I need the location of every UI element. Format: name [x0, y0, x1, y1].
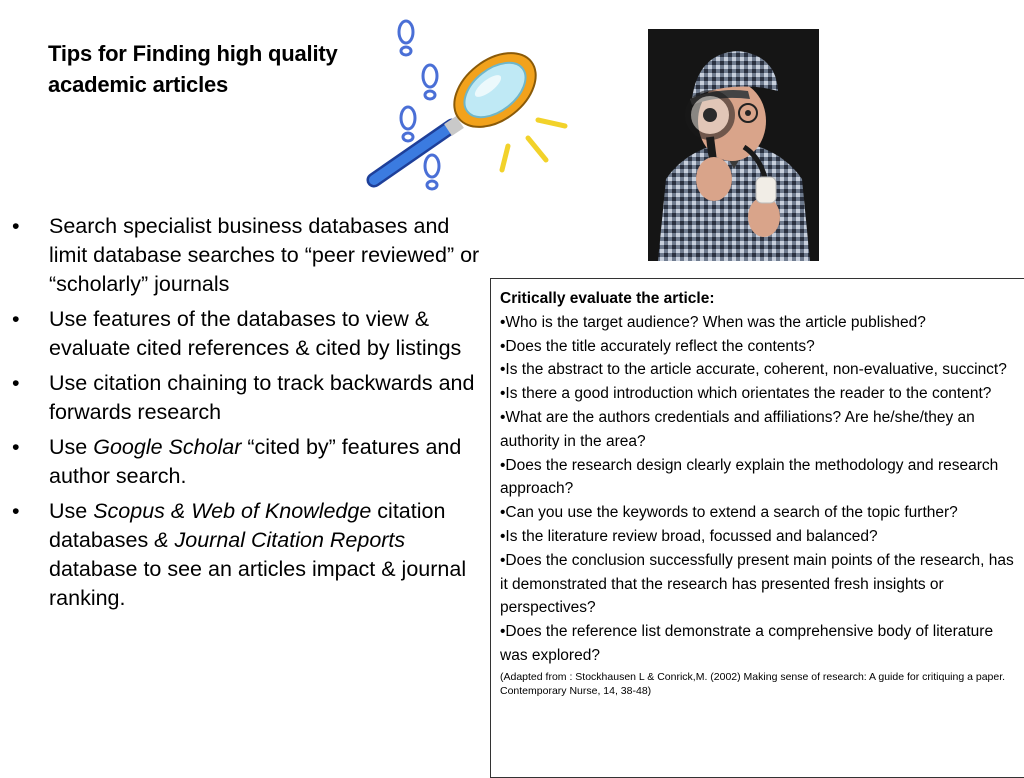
evaluate-question: •Does the conclusion successfully present main points of the research, has it demonstrated that the research has presented fresh insights or perspectives?: [500, 551, 1014, 617]
tip-text: Use: [49, 499, 94, 523]
tip-item: [10, 497, 490, 613]
tip-text: & Journal Citation Reports: [154, 528, 406, 552]
bullet-icon: •: [12, 307, 20, 331]
tip-text: Search specialist business databases and limit database searches to “peer reviewed” or “scholarly” journals: [49, 214, 480, 296]
bullet-icon: •: [12, 499, 20, 523]
tip-text: Scopus & Web of Knowledge: [93, 499, 372, 523]
evaluate-question: •Does the reference list demonstrate a comprehensive body of literature was explored?: [500, 623, 994, 664]
bullet-icon: •: [12, 435, 20, 459]
evaluate-question: •What are the authors credentials and affiliations? Are he/she/they an authority in the area?: [500, 408, 975, 450]
tip-text: Use features of the databases to view & evaluate cited references & cited by listings: [49, 307, 462, 360]
evaluate-question: •Who is the target audience? When was the article published?: [500, 313, 926, 331]
evaluate-question: •Is the abstract to the article accurate, coherent, non-evaluative, succinct?: [500, 361, 1007, 379]
tip-text: Use citation chaining to track backwards and forwards research: [49, 371, 475, 424]
bullet-icon: •: [12, 214, 20, 238]
evaluate-question: •Is there a good introduction which orientates the reader to the content?: [500, 385, 992, 403]
detective-photo: [648, 29, 819, 261]
evaluate-question: •Does the title accurately reflect the contents?: [500, 337, 815, 355]
tip-text: Use: [49, 435, 94, 459]
evaluate-question: •Is the literature review broad, focussed and balanced?: [500, 527, 878, 545]
tip-item: [10, 433, 490, 491]
evaluate-box: [490, 278, 1024, 778]
evaluate-items: [500, 311, 1020, 668]
magnifying-glass-clipart: [360, 8, 580, 198]
tip-item: [10, 305, 490, 363]
tip-item: [10, 369, 490, 427]
tips-list: [10, 212, 490, 619]
evaluate-question: •Does the research design clearly explain the methodology and research approach?: [500, 456, 999, 498]
tip-item: [10, 212, 490, 299]
tip-text: citation databases: [49, 499, 446, 552]
evaluate-heading: Critically evaluate the article:: [500, 290, 715, 307]
tip-text: “cited by” features and author search.: [49, 435, 462, 488]
tip-text: Google Scholar: [93, 435, 242, 459]
evaluate-question: •Can you use the keywords to extend a search of the topic further?: [500, 504, 958, 522]
bullet-icon: •: [12, 371, 20, 395]
slide-title: Tips for Finding high quality academic articles: [48, 41, 338, 97]
tip-text: database to see an articles impact & journal ranking.: [49, 557, 467, 610]
citation: (Adapted from : Stockhausen L & Conrick,M. (2002) Making sense of research: A guide for critiquing a paper. Contemporary Nurse, 14, 38-48): [500, 670, 1006, 697]
